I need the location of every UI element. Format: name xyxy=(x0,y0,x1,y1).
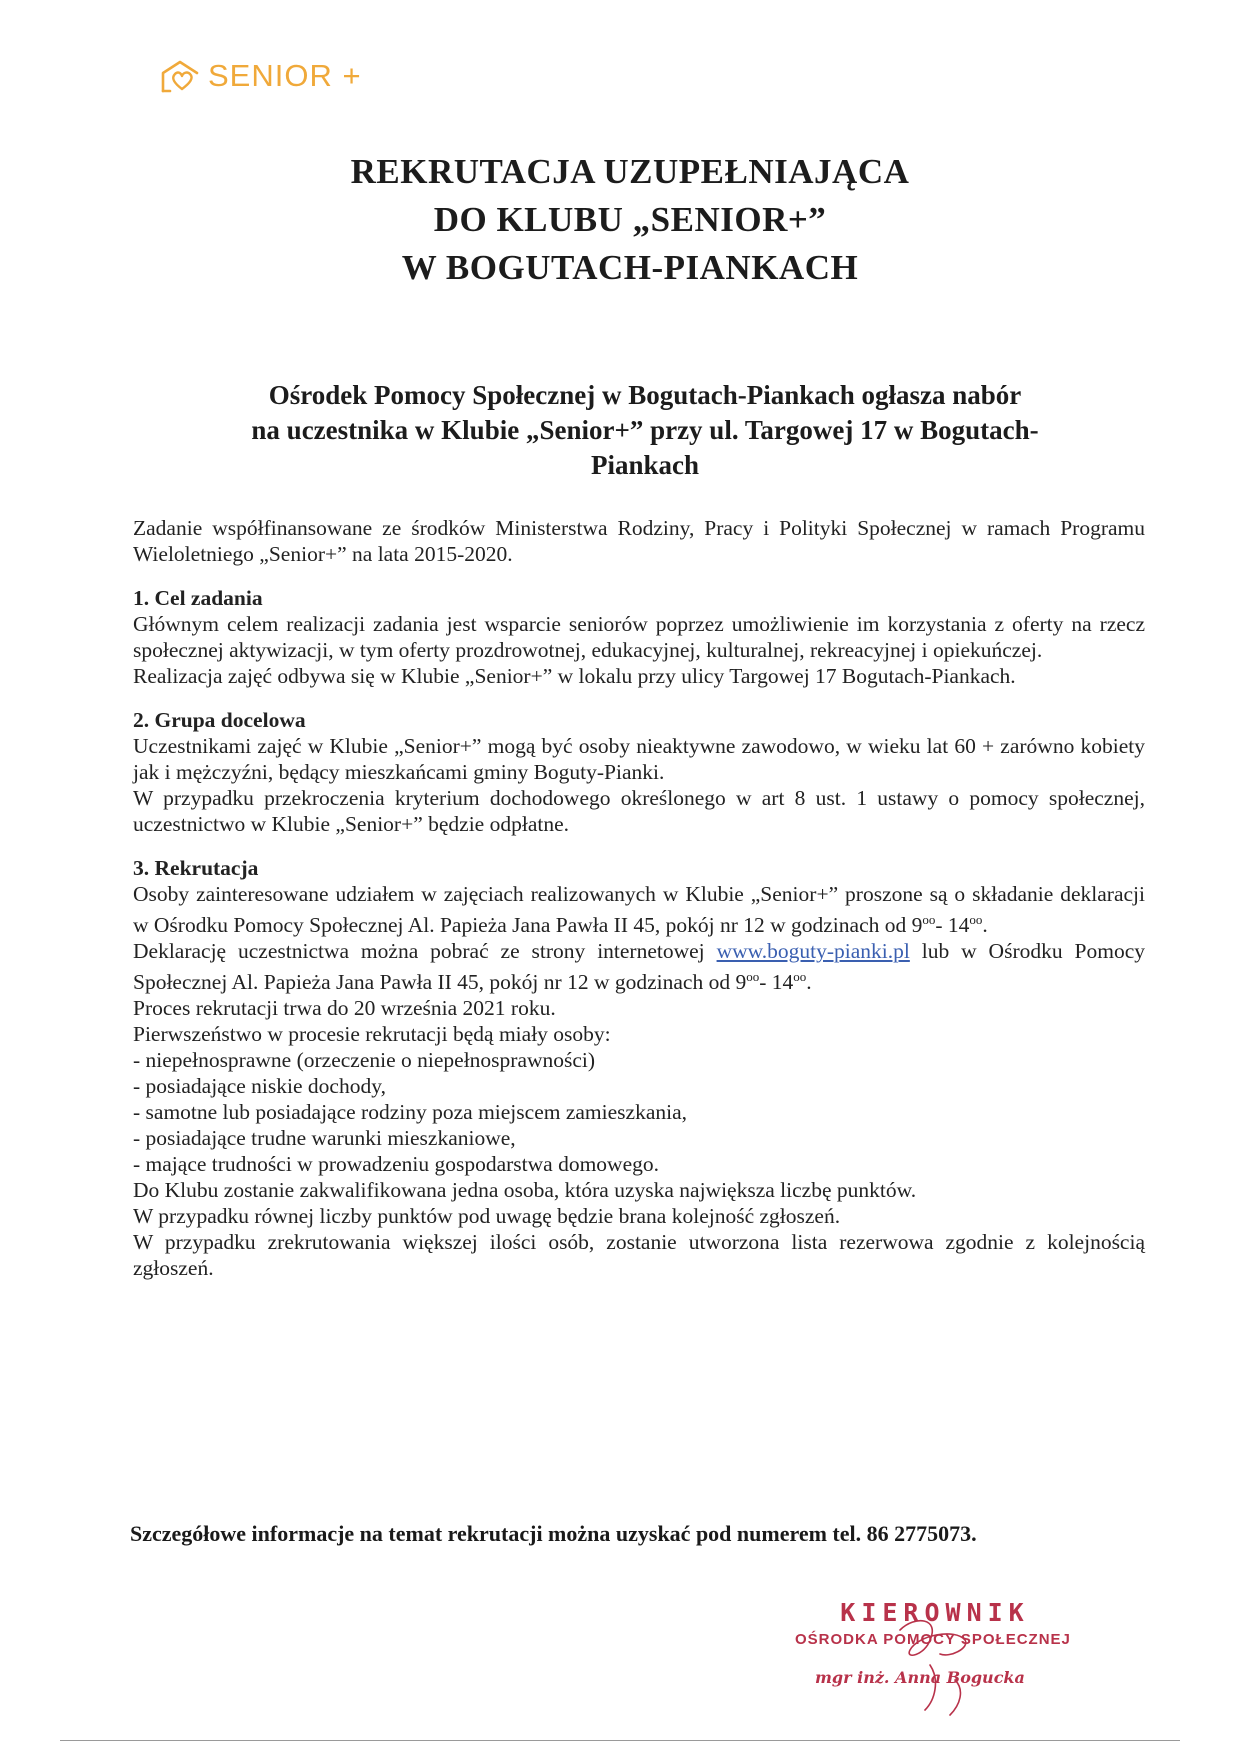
contact-info: Szczegółowe informacje na temat rekrutacji można uzyskać pod numerem tel. 86 2775073. xyxy=(130,1521,977,1546)
handwritten-signature xyxy=(870,1610,1010,1720)
section-1-heading: 1. Cel zadania xyxy=(133,586,263,610)
title-line-2: DO KLUBU „SENIOR+” xyxy=(433,200,827,239)
section-1-paragraph-1: Głównym celem realizacji zadania jest wsparcie seniorów poprzez umożliwienie im korzystania z oferty na rzecz społecznej aktywizacji, w tym oferty prozdrowotnej, edukacyjnej, kulturalnej, rekreacyjnej i opiekuńczej. xyxy=(133,612,1145,662)
title-line-1: REKRUTACJA UZUPEŁNIAJĄCA xyxy=(350,152,910,191)
senior-plus-logo xyxy=(160,58,362,94)
subtitle-line-3: Piankach xyxy=(590,450,700,480)
stamp-institution: OŚRODKA POMOCY SPOŁECZNEJ xyxy=(795,1631,1071,1648)
section-3-paragraph-5: Do Klubu zostanie zakwalifikowana jedna osoba, która uzyska największa liczbę punktów. xyxy=(133,1178,917,1203)
list-item: - posiadające trudne warunki mieszkaniowe, xyxy=(133,1126,516,1151)
stamp-name: mgr inż. Anna Bogucka xyxy=(815,1668,1025,1687)
section-3-paragraph-3: Proces rekrutacji trwa do 20 września 2021 roku. xyxy=(133,996,556,1021)
logo-text: SENIOR + xyxy=(208,58,362,93)
section-3-paragraph-7: W przypadku zrekrutowania większej ilości osób, zostanie utworzona lista rezerwowa zgodnie z kolejnością zgłoszeń. xyxy=(133,1230,1145,1281)
section-3-heading: 3. Rekrutacja xyxy=(133,856,259,880)
priority-list xyxy=(133,1047,1145,1177)
section-2-heading: 2. Grupa docelowa xyxy=(133,708,306,732)
subtitle xyxy=(190,378,1100,483)
list-item: - samotne lub posiadające rodziny poza miejscem zamieszkania, xyxy=(133,1100,688,1125)
section-3-paragraph-6: W przypadku równej liczby punktów pod uwagę będzie brana kolejność zgłoszeń. xyxy=(133,1204,841,1229)
page-bottom-divider xyxy=(60,1740,1180,1741)
section-3-paragraph-1: Osoby zainteresowane udziałem w zajęciach realizowanych w Klubie „Senior+” proszone są o składanie deklaracji w Ośrodku Pomocy Społecznej Al. Papieża Jana Pawła II 45, pokój nr 12 w godzinach od $9^{oo}-$ $14^{oo}$. xyxy=(133,882,1145,938)
section-2-paragraph-2: W przypadku przekroczenia kryterium dochodowego określonego w art 8 ust. 1 ustawy o pomocy społecznej, uczestnictwo w Klubie „Senior+” będzie odpłatne. xyxy=(133,786,1145,836)
list-item: - mające trudności w prowadzeniu gospodarstwa domowego. xyxy=(133,1152,660,1177)
list-item: - posiadające niskie dochody, xyxy=(133,1074,386,1099)
subtitle-line-2: na uczestnika w Klubie „Senior+” przy ul. Targowej 17 w Bogutach- xyxy=(251,415,1039,445)
website-link[interactable]: www.boguty-pianki.pl xyxy=(716,939,910,964)
list-item: - niepełnosprawne (orzeczenie o niepełnosprawności) xyxy=(133,1048,596,1073)
stamp-title: KIEROWNIK xyxy=(840,1598,1030,1627)
section-3-paragraph-4: Pierwszeństwo w procesie rekrutacji będą miały osoby: xyxy=(133,1022,611,1047)
intro-paragraph: Zadanie współfinansowane ze środków Ministerstwa Rodziny, Pracy i Polityki Społecznej w ramach Programu Wieloletniego „Senior+” na lata 2015-2020. xyxy=(133,516,1145,566)
subtitle-line-1: Ośrodek Pomocy Społecznej w Bogutach-Piankach ogłasza nabór xyxy=(268,380,1022,410)
house-heart-icon xyxy=(160,59,204,93)
title-line-3: W BOGUTACH-PIANKACH xyxy=(401,248,859,287)
page-title xyxy=(200,148,1060,292)
section-1-paragraph-2: Realizacja zajęć odbywa się w Klubie „Senior+” w lokalu przy ulicy Targowej 17 Bogutach-Piankach. xyxy=(133,664,1016,688)
section-3-paragraph-2: Deklarację uczestnictwa można pobrać ze strony internetowej www.boguty-pianki.pl lub w Ośrodku Pomocy Społecznej Al. Papieża Jana Pawła II 45, pokój nr 12 w godzinach od $9^{oo}-$ $14^{oo}$. xyxy=(133,939,1145,995)
document-body xyxy=(133,515,1145,1281)
section-2-paragraph-1: Uczestnikami zajęć w Klubie „Senior+” mogą być osoby nieaktywne zawodowo, w wieku lat 60 + zarówno kobiety jak i mężczyźni, będący mieszkańcami gminy Boguty-Pianki. xyxy=(133,734,1145,784)
